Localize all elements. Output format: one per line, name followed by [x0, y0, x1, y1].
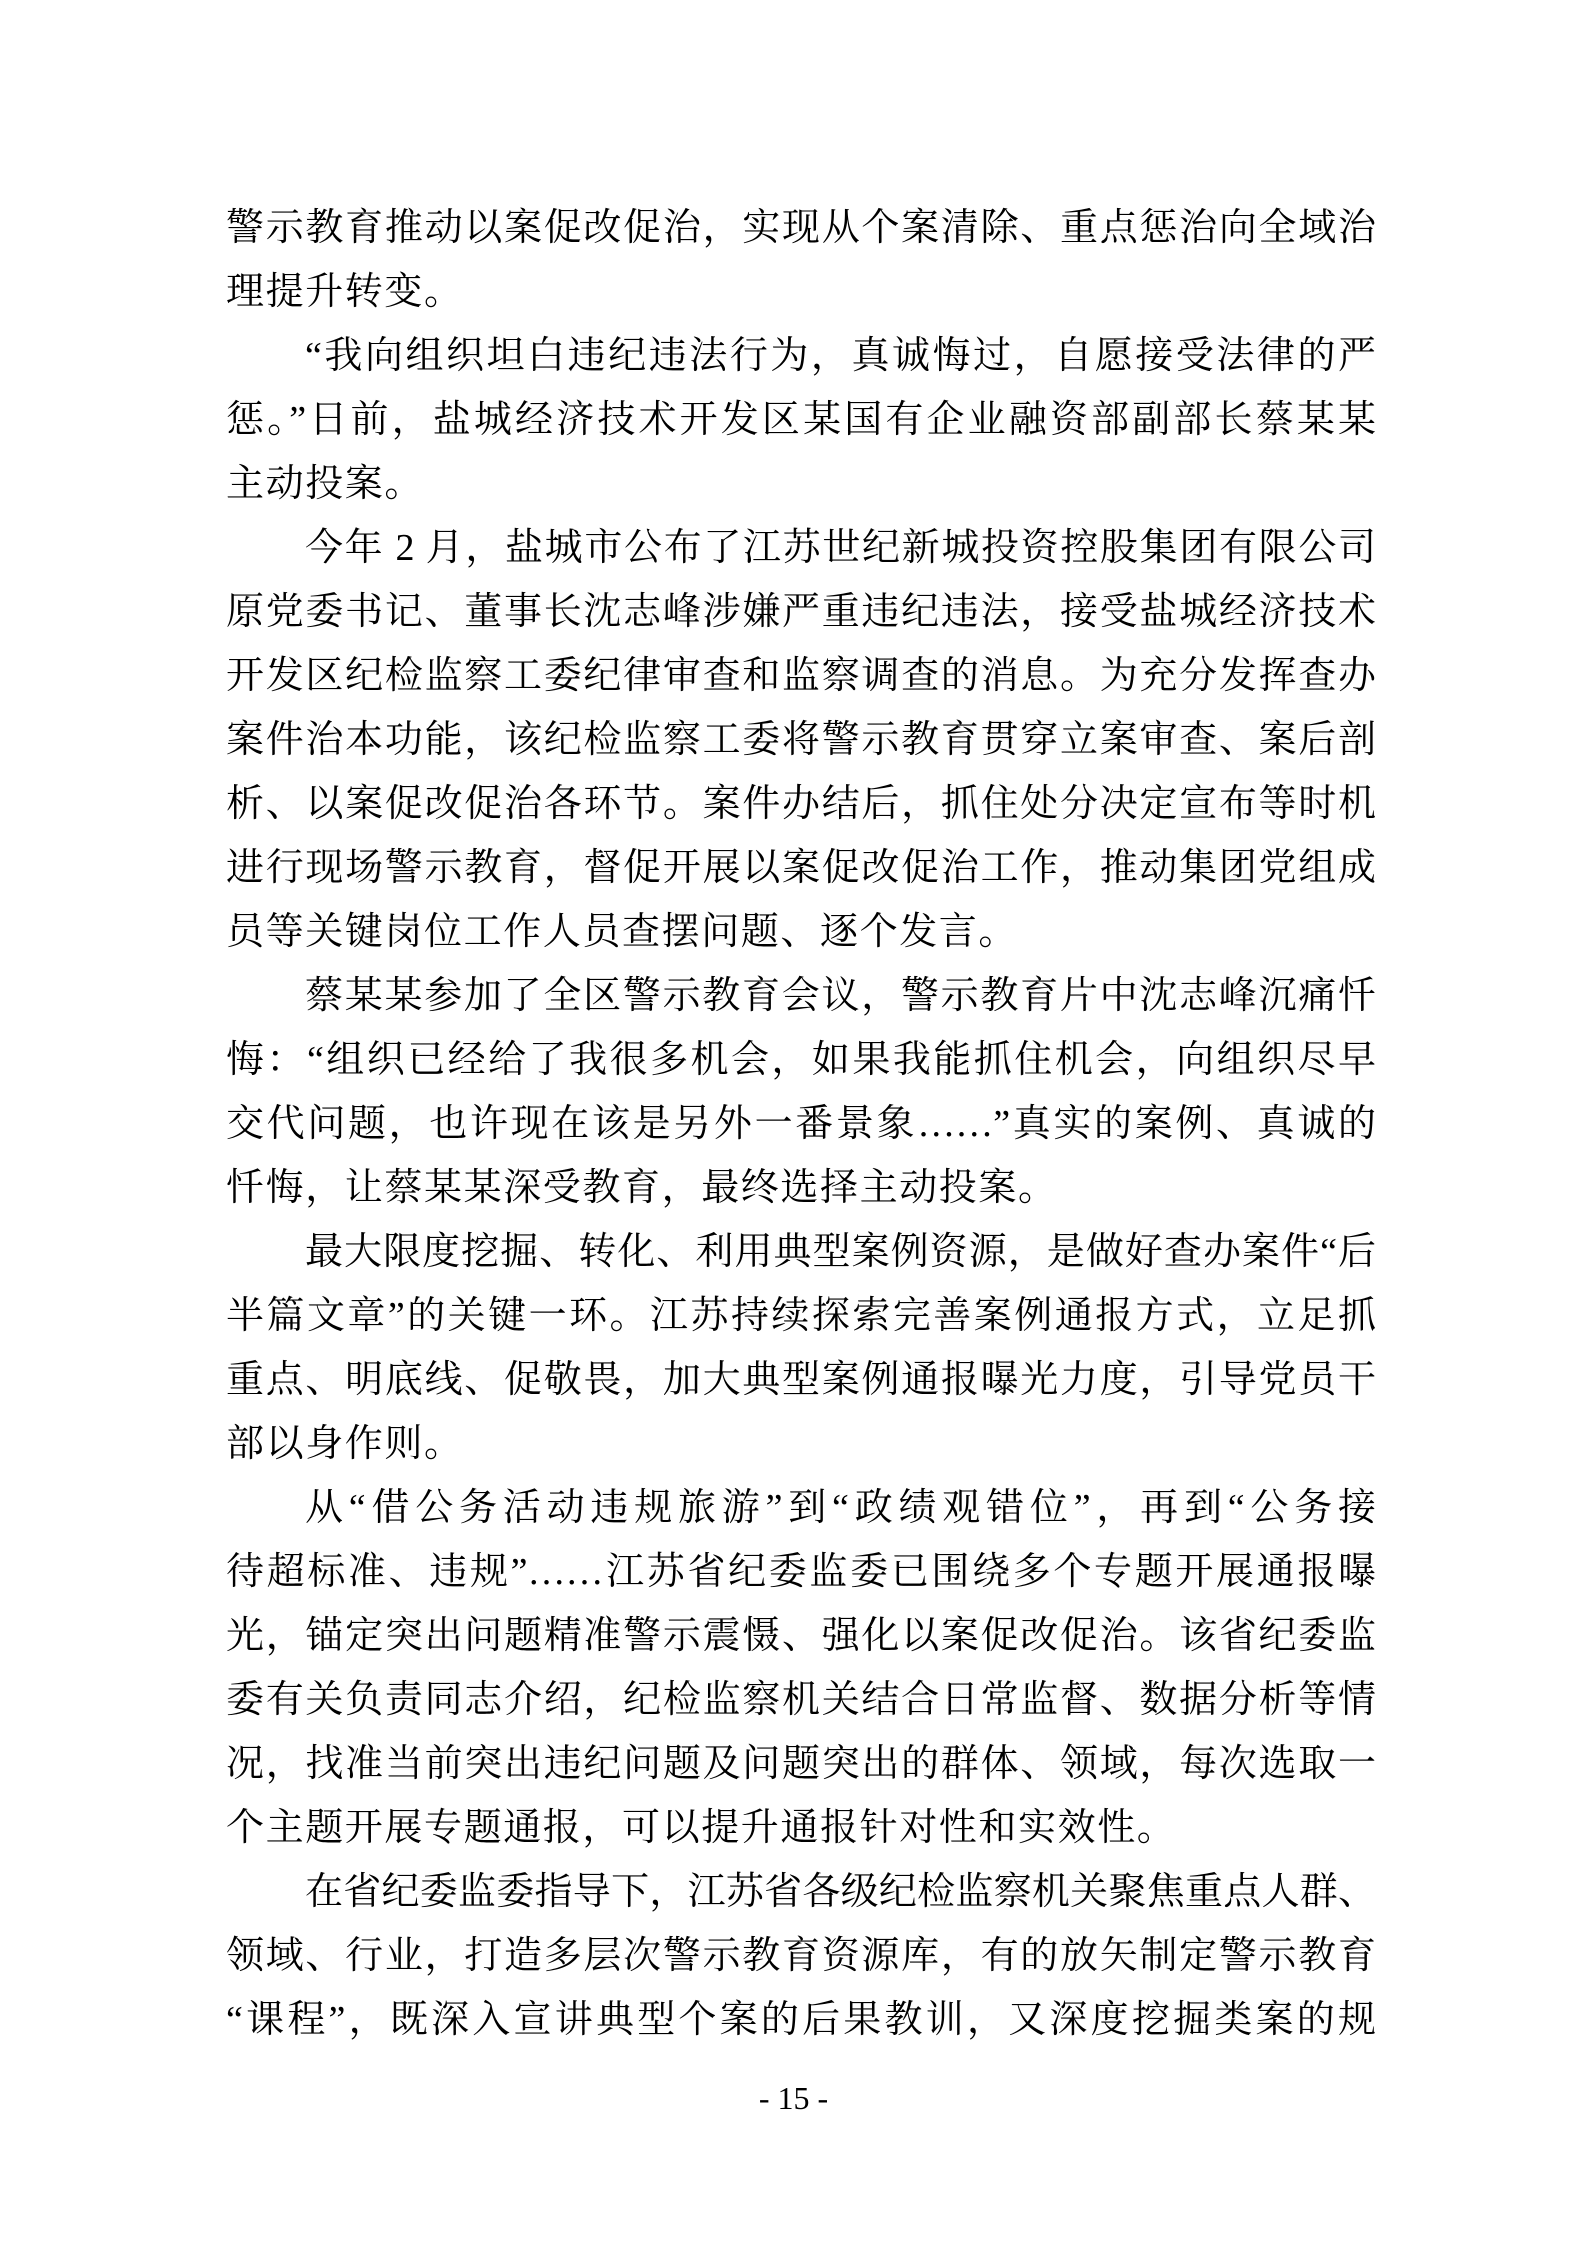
text-line: 重点、明底线、促敬畏，加大典型案例通报曝光力度，引导党员干 — [226, 1359, 1376, 1401]
text-line: 委有关负责同志介绍，纪检监察机关结合日常监督、数据分析等情 — [226, 1679, 1376, 1721]
text-line: 今年 2 月，盐城市公布了江苏世纪新城投资控股集团有限公司 — [305, 527, 1376, 569]
text-line: 惩。”日前，盐城经济技术开发区某国有企业融资部副部长蔡某某 — [226, 399, 1376, 441]
text-line: 悔：“组织已经给了我很多机会，如果我能抓住机会，向组织尽早 — [226, 1039, 1376, 1081]
text-line: 警示教育推动以案促改促治，实现从个案清除、重点惩治向全域治 — [226, 207, 1376, 249]
text-line: 领域、行业，打造多层次警示教育资源库，有的放矢制定警示教育 — [226, 1935, 1376, 1977]
text-line: 个主题开展专题通报，可以提升通报针对性和实效性。 — [226, 1807, 1177, 1849]
text-line: 忏悔，让蔡某某深受教育，最终选择主动投案。 — [226, 1167, 1058, 1209]
text-line: 主动投案。 — [226, 463, 425, 505]
page-number: - 15 - — [758, 2080, 829, 2116]
text-line: 从“借公务活动违规旅游”到“政绩观错位”，再到“公务接 — [305, 1487, 1376, 1529]
text-line: “我向组织坦白违纪违法行为，真诚悔过，自愿接受法律的严 — [305, 335, 1376, 377]
text-line: 原党委书记、董事长沈志峰涉嫌严重违纪违法，接受盐城经济技术 — [226, 591, 1376, 633]
text-line: 交代问题，也许现在该是另外一番景象……”真实的案例、真诚的 — [226, 1103, 1376, 1145]
text-line: 蔡某某参加了全区警示教育会议，警示教育片中沈志峰沉痛忏 — [305, 975, 1376, 1017]
text-line: 进行现场警示教育，督促开展以案促改促治工作，推动集团党组成 — [226, 847, 1376, 889]
document-body — [226, 196, 1376, 2052]
text-line: 理提升转变。 — [226, 271, 464, 313]
text-line: 析、以案促改促治各环节。案件办结后，抓住处分决定宣布等时机 — [226, 783, 1376, 825]
text-line: 在省纪委监委指导下，江苏省各级纪检监察机关聚焦重点人群、 — [305, 1871, 1376, 1913]
text-line: 部以身作则。 — [226, 1423, 464, 1465]
text-line: 开发区纪检监察工委纪律审查和监察调查的消息。为充分发挥查办 — [226, 655, 1376, 697]
text-line: 案件治本功能，该纪检监察工委将警示教育贯穿立案审查、案后剖 — [226, 719, 1376, 761]
text-line: 最大限度挖掘、转化、利用典型案例资源，是做好查办案件“后 — [305, 1231, 1376, 1273]
page-footer — [0, 2078, 1587, 2118]
text-line: 员等关键岗位工作人员查摆问题、逐个发言。 — [226, 911, 1019, 953]
text-line: 待超标准、违规”……江苏省纪委监委已围绕多个专题开展通报曝 — [226, 1551, 1376, 1593]
text-line: “课程”，既深入宣讲典型个案的后果教训，又深度挖掘类案的规 — [226, 1999, 1376, 2041]
text-line: 况，找准当前突出违纪问题及问题突出的群体、领域，每次选取一 — [226, 1743, 1376, 1785]
text-line: 光，锚定突出问题精准警示震慑、强化以案促改促治。该省纪委监 — [226, 1615, 1376, 1657]
text-line: 半篇文章”的关键一环。江苏持续探索完善案例通报方式，立足抓 — [226, 1295, 1376, 1337]
